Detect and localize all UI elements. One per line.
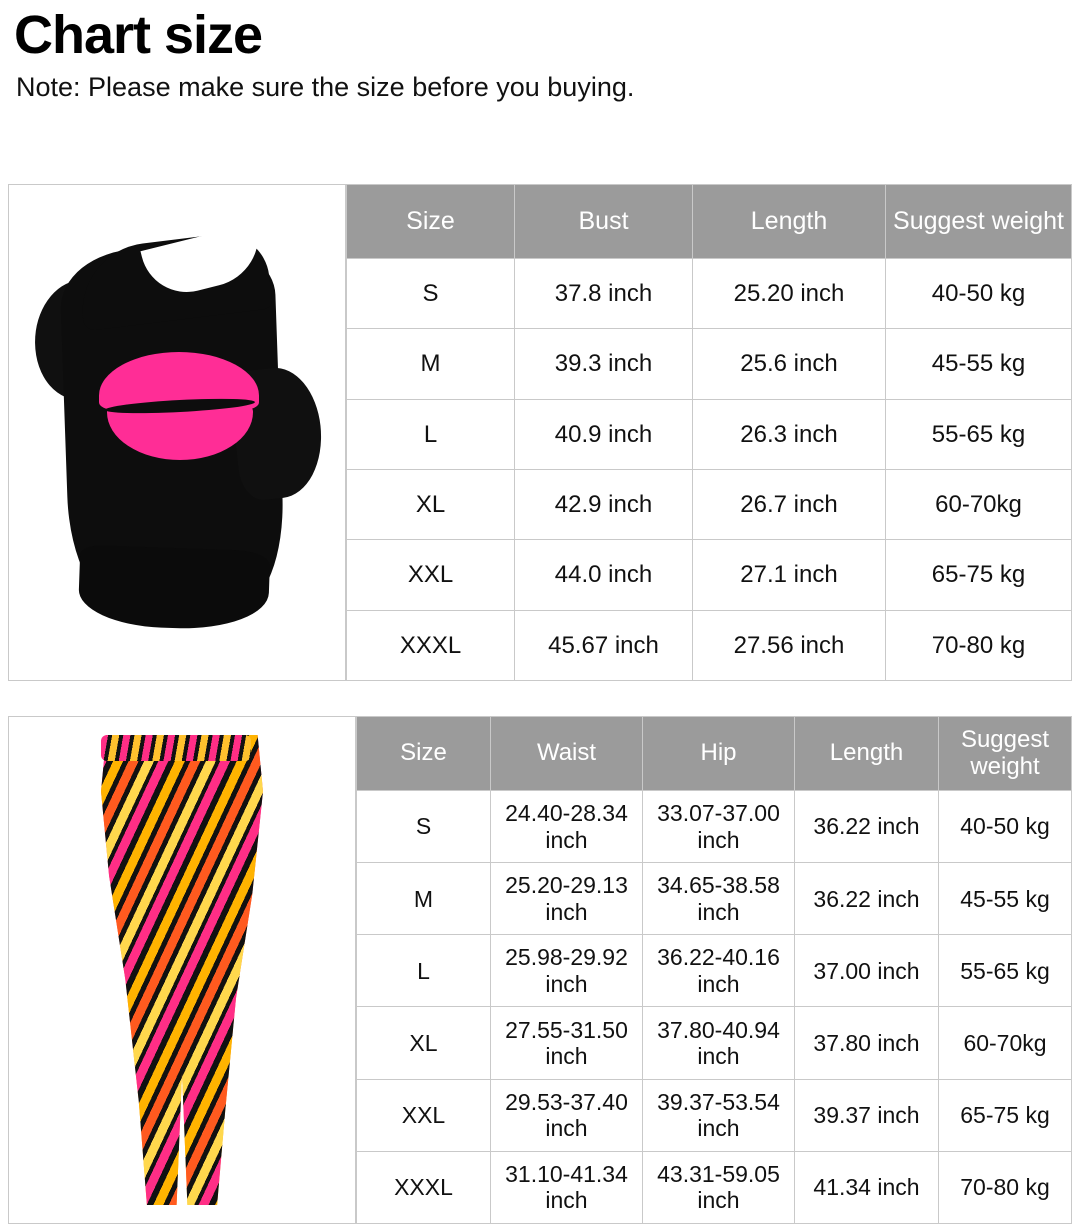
table-row <box>357 1007 1072 1079</box>
cell-length: 26.3 inch <box>693 399 886 469</box>
column-header-bust: Bust <box>515 185 693 259</box>
cell-size: XXXL <box>357 1151 491 1223</box>
cell-bust: 37.8 inch <box>515 259 693 329</box>
cell-length: 37.00 inch <box>795 935 939 1007</box>
top-size-table <box>346 184 1072 681</box>
table-row <box>357 935 1072 1007</box>
table-row <box>357 1151 1072 1223</box>
table-row <box>357 1079 1072 1151</box>
top-garment-image <box>8 184 346 681</box>
cell-size: XXXL <box>347 610 515 680</box>
cell-waist: 24.40-28.34 inch <box>491 791 643 863</box>
cell-waist: 25.20-29.13 inch <box>491 863 643 935</box>
table-row <box>347 259 1072 329</box>
column-header-size: Size <box>347 185 515 259</box>
bottom-size-block <box>8 716 1072 1224</box>
table-row <box>347 610 1072 680</box>
cell-weight: 60-70kg <box>939 1007 1072 1079</box>
cell-size: M <box>357 863 491 935</box>
cell-hip: 43.31-59.05 inch <box>643 1151 795 1223</box>
cell-waist: 31.10-41.34 inch <box>491 1151 643 1223</box>
cell-size: S <box>347 259 515 329</box>
cell-hip: 33.07-37.00 inch <box>643 791 795 863</box>
cell-bust: 39.3 inch <box>515 329 693 399</box>
column-header-length: Length <box>795 717 939 791</box>
table-row <box>347 329 1072 399</box>
cell-weight: 55-65 kg <box>939 935 1072 1007</box>
table-row <box>357 791 1072 863</box>
cell-waist: 27.55-31.50 inch <box>491 1007 643 1079</box>
cell-length: 27.1 inch <box>693 540 886 610</box>
cell-bust: 45.67 inch <box>515 610 693 680</box>
leggings-illustration <box>47 735 317 1205</box>
leggings-body <box>47 735 317 1205</box>
cell-waist: 29.53-37.40 inch <box>491 1079 643 1151</box>
table-header-row <box>357 717 1072 791</box>
cell-weight: 70-80 kg <box>939 1151 1072 1223</box>
column-header-waist: Waist <box>491 717 643 791</box>
cell-weight: 45-55 kg <box>886 329 1072 399</box>
cell-length: 25.20 inch <box>693 259 886 329</box>
cell-length: 27.56 inch <box>693 610 886 680</box>
cell-hip: 39.37-53.54 inch <box>643 1079 795 1151</box>
cell-size: XXL <box>357 1079 491 1151</box>
cell-size: XL <box>357 1007 491 1079</box>
cell-length: 39.37 inch <box>795 1079 939 1151</box>
cell-size: S <box>357 791 491 863</box>
column-header-size: Size <box>357 717 491 791</box>
cell-weight: 55-65 kg <box>886 399 1072 469</box>
cell-weight: 40-50 kg <box>886 259 1072 329</box>
cell-waist: 25.98-29.92 inch <box>491 935 643 1007</box>
cell-length: 36.22 inch <box>795 791 939 863</box>
cell-weight: 45-55 kg <box>939 863 1072 935</box>
cell-bust: 42.9 inch <box>515 469 693 539</box>
cell-weight: 60-70kg <box>886 469 1072 539</box>
bottom-size-table <box>356 716 1072 1224</box>
cell-length: 41.34 inch <box>795 1151 939 1223</box>
cell-hip: 34.65-38.58 inch <box>643 863 795 935</box>
table-row <box>347 469 1072 539</box>
cell-size: XXL <box>347 540 515 610</box>
cell-size: L <box>357 935 491 1007</box>
page-title: Chart size <box>14 5 263 65</box>
cell-hip: 37.80-40.94 inch <box>643 1007 795 1079</box>
table-header-row <box>347 185 1072 259</box>
cell-bust: 40.9 inch <box>515 399 693 469</box>
cell-weight: 65-75 kg <box>886 540 1072 610</box>
cell-size: M <box>347 329 515 399</box>
cell-size: XL <box>347 469 515 539</box>
cell-length: 26.7 inch <box>693 469 886 539</box>
column-header-length: Length <box>693 185 886 259</box>
cell-weight: 40-50 kg <box>939 791 1072 863</box>
page-note: Note: Please make sure the size before you buying. <box>16 72 635 102</box>
column-header-suggest-weight: Suggest weight <box>886 185 1072 259</box>
leggings-image <box>8 716 356 1224</box>
lips-print-icon <box>99 346 259 464</box>
cell-weight: 65-75 kg <box>939 1079 1072 1151</box>
cell-length: 37.80 inch <box>795 1007 939 1079</box>
tee-illustration <box>27 218 327 648</box>
cell-weight: 70-80 kg <box>886 610 1072 680</box>
cell-hip: 36.22-40.16 inch <box>643 935 795 1007</box>
top-size-block <box>8 184 1072 681</box>
column-header-hip: Hip <box>643 717 795 791</box>
cell-length: 36.22 inch <box>795 863 939 935</box>
cell-length: 25.6 inch <box>693 329 886 399</box>
table-row <box>357 863 1072 935</box>
table-row <box>347 399 1072 469</box>
leggings-waistband <box>101 735 251 761</box>
size-chart-page <box>0 5 1080 1231</box>
cell-size: L <box>347 399 515 469</box>
table-row <box>347 540 1072 610</box>
cell-bust: 44.0 inch <box>515 540 693 610</box>
tee-hem <box>78 544 271 631</box>
column-header-suggest-weight: Suggest weight <box>939 717 1072 791</box>
